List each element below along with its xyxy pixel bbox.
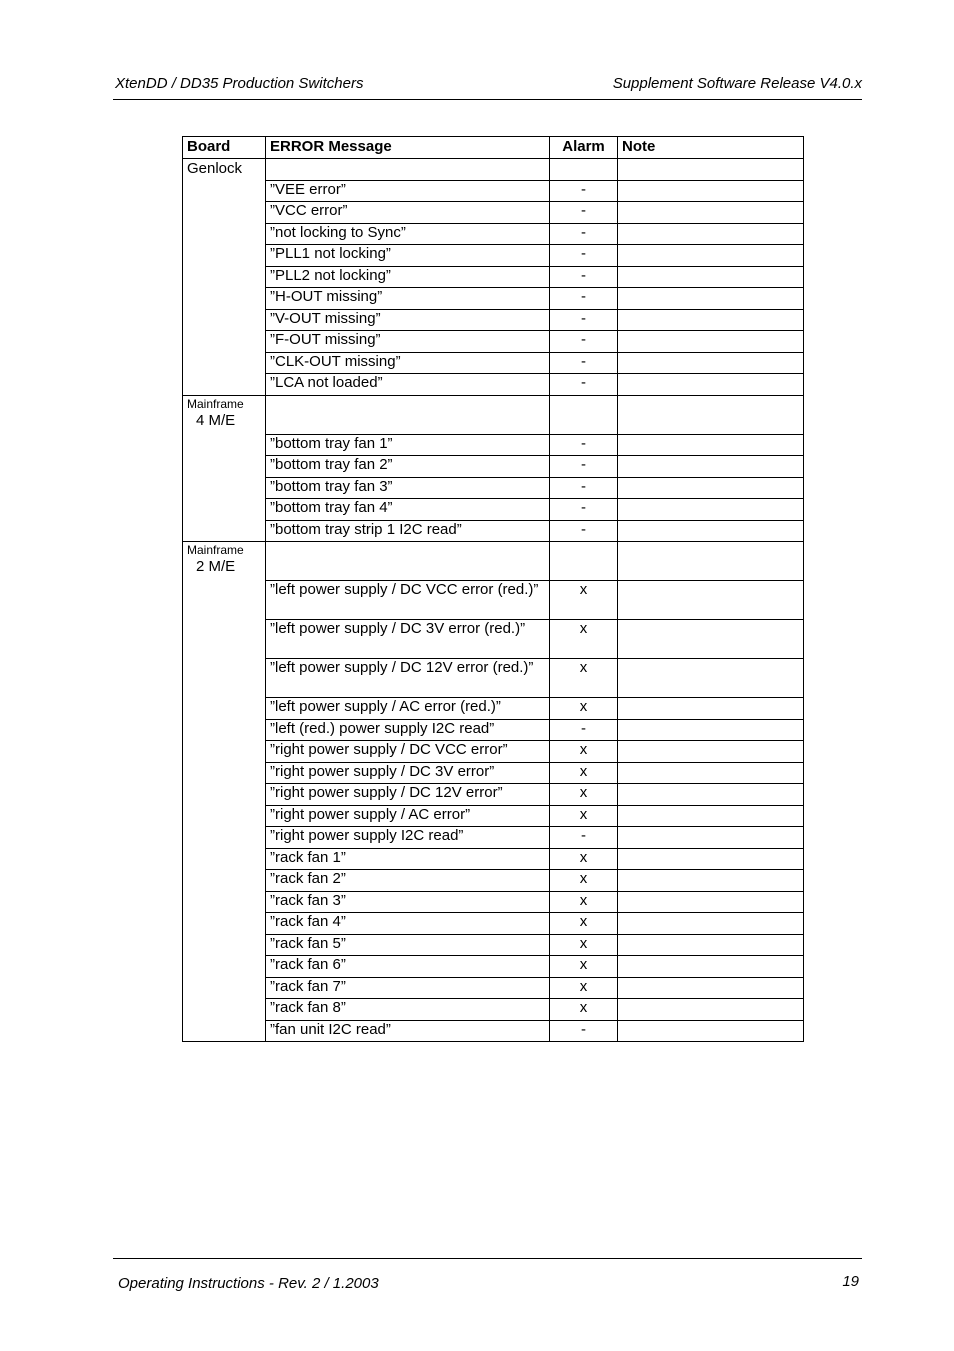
note-cell (618, 870, 804, 892)
error-message-cell: ”rack fan 5” (266, 934, 550, 956)
alarm-cell: - (550, 520, 618, 542)
table-row (183, 180, 804, 202)
footer-document-info: Operating Instructions - Rev. 2 / 1.2003 (118, 1275, 379, 1292)
note-cell (618, 719, 804, 741)
table-row (183, 223, 804, 245)
column-header-note: Note (618, 137, 804, 159)
error-message-cell: ”right power supply / DC 3V error” (266, 762, 550, 784)
table-row (183, 288, 804, 310)
table-row (183, 434, 804, 456)
error-message-cell: ”rack fan 1” (266, 848, 550, 870)
error-message-cell: ”right power supply / DC 12V error” (266, 784, 550, 806)
board-cell (183, 542, 266, 1042)
error-messages-table (182, 136, 804, 1042)
table-row (183, 331, 804, 353)
alarm-cell: - (550, 288, 618, 310)
table-row (183, 520, 804, 542)
note-cell (618, 956, 804, 978)
note-cell (618, 499, 804, 521)
error-message-cell: ”PLL1 not locking” (266, 245, 550, 267)
table-row (183, 581, 804, 620)
table-row (183, 913, 804, 935)
note-cell (618, 1020, 804, 1042)
note-cell (618, 913, 804, 935)
table-row (183, 956, 804, 978)
alarm-cell: - (550, 827, 618, 849)
table-row (183, 977, 804, 999)
alarm-cell: x (550, 934, 618, 956)
error-message-cell: ”left power supply / AC error (red.)” (266, 698, 550, 720)
table-row (183, 266, 804, 288)
error-message-cell: ”CLK-OUT missing” (266, 352, 550, 374)
error-message-cell: ”H-OUT missing” (266, 288, 550, 310)
page-header (113, 70, 862, 100)
alarm-cell: - (550, 1020, 618, 1042)
note-cell (618, 434, 804, 456)
alarm-cell: x (550, 999, 618, 1021)
page-number: 19 (842, 1273, 859, 1290)
alarm-cell: - (550, 456, 618, 478)
table-row (183, 542, 804, 581)
alarm-cell: x (550, 956, 618, 978)
board-variant: 4 M/E (196, 411, 236, 429)
note-cell (618, 395, 804, 434)
note-cell (618, 309, 804, 331)
table-row (183, 456, 804, 478)
error-message-cell: ”right power supply I2C read” (266, 827, 550, 849)
error-message-cell: ”bottom tray fan 3” (266, 477, 550, 499)
error-message-cell: ”F-OUT missing” (266, 331, 550, 353)
message-cell (266, 159, 550, 181)
column-header-alarm: Alarm (550, 137, 618, 159)
alarm-cell: - (550, 202, 618, 224)
column-header-board: Board (183, 137, 266, 159)
error-message-cell: ”left power supply / DC VCC error (red.)” (266, 581, 550, 620)
error-message-cell: ”left power supply / DC 3V error (red.)” (266, 620, 550, 659)
error-message-cell: ”bottom tray fan 4” (266, 499, 550, 521)
note-cell (618, 848, 804, 870)
error-message-cell: ”V-OUT missing” (266, 309, 550, 331)
table-row (183, 848, 804, 870)
error-message-cell: ”left (red.) power supply I2C read” (266, 719, 550, 741)
table-row (183, 891, 804, 913)
note-cell (618, 977, 804, 999)
alarm-cell: x (550, 913, 618, 935)
table-row (183, 477, 804, 499)
note-cell (618, 620, 804, 659)
alarm-cell (550, 542, 618, 581)
note-cell (618, 456, 804, 478)
table-row (183, 719, 804, 741)
error-message-cell: ”rack fan 4” (266, 913, 550, 935)
header-product-title: XtenDD / DD35 Production Switchers (115, 75, 364, 92)
error-message-cell: ”bottom tray strip 1 I2C read” (266, 520, 550, 542)
error-message-cell: ”rack fan 7” (266, 977, 550, 999)
table-row (183, 870, 804, 892)
note-cell (618, 659, 804, 698)
board-name: Mainframe (187, 543, 244, 557)
note-cell (618, 741, 804, 763)
table-row (183, 934, 804, 956)
table-row (183, 784, 804, 806)
alarm-cell: - (550, 245, 618, 267)
board-name: Genlock (187, 160, 243, 177)
alarm-cell: - (550, 223, 618, 245)
note-cell (618, 698, 804, 720)
table-row (183, 762, 804, 784)
alarm-cell (550, 395, 618, 434)
table-row (183, 741, 804, 763)
message-cell (266, 395, 550, 434)
error-message-cell: ”right power supply / AC error” (266, 805, 550, 827)
alarm-cell: - (550, 719, 618, 741)
note-cell (618, 784, 804, 806)
table-row (183, 805, 804, 827)
table-row (183, 698, 804, 720)
note-cell (618, 266, 804, 288)
error-message-cell: ”rack fan 6” (266, 956, 550, 978)
alarm-cell: x (550, 659, 618, 698)
error-message-cell: ”LCA not loaded” (266, 374, 550, 396)
table-row (183, 159, 804, 181)
alarm-cell: x (550, 891, 618, 913)
table-row (183, 374, 804, 396)
error-message-cell: ”VEE error” (266, 180, 550, 202)
note-cell (618, 477, 804, 499)
alarm-cell (550, 159, 618, 181)
error-message-cell: ”left power supply / DC 12V error (red.)” (266, 659, 550, 698)
alarm-cell: x (550, 762, 618, 784)
note-cell (618, 827, 804, 849)
alarm-cell: x (550, 784, 618, 806)
alarm-cell: - (550, 499, 618, 521)
note-cell (618, 520, 804, 542)
table-row (183, 352, 804, 374)
table-row (183, 1020, 804, 1042)
note-cell (618, 374, 804, 396)
alarm-cell: x (550, 741, 618, 763)
alarm-cell: x (550, 848, 618, 870)
note-cell (618, 245, 804, 267)
alarm-cell: x (550, 698, 618, 720)
column-header-error-message: ERROR Message (266, 137, 550, 159)
error-message-cell: ”rack fan 3” (266, 891, 550, 913)
alarm-cell: x (550, 805, 618, 827)
alarm-cell: x (550, 620, 618, 659)
alarm-cell: x (550, 870, 618, 892)
error-message-cell: ”rack fan 8” (266, 999, 550, 1021)
table-row (183, 499, 804, 521)
note-cell (618, 891, 804, 913)
error-message-cell: ”bottom tray fan 1” (266, 434, 550, 456)
table-row (183, 309, 804, 331)
table-row (183, 659, 804, 698)
alarm-cell: - (550, 434, 618, 456)
board-name: Mainframe (187, 396, 244, 411)
note-cell (618, 352, 804, 374)
alarm-cell: - (550, 374, 618, 396)
alarm-cell: - (550, 352, 618, 374)
table-row (183, 827, 804, 849)
message-cell (266, 542, 550, 581)
note-cell (618, 762, 804, 784)
table-row (183, 202, 804, 224)
alarm-cell: - (550, 309, 618, 331)
note-cell (618, 999, 804, 1021)
error-message-cell: ”bottom tray fan 2” (266, 456, 550, 478)
alarm-cell: - (550, 266, 618, 288)
note-cell (618, 223, 804, 245)
table-row (183, 245, 804, 267)
note-cell (618, 934, 804, 956)
table-row (183, 395, 804, 434)
note-cell (618, 159, 804, 181)
page-footer (113, 1258, 862, 1299)
error-message-cell: ”fan unit I2C read” (266, 1020, 550, 1042)
alarm-cell: - (550, 331, 618, 353)
note-cell (618, 331, 804, 353)
error-message-cell: ”VCC error” (266, 202, 550, 224)
error-message-cell: ”not locking to Sync” (266, 223, 550, 245)
alarm-cell: x (550, 977, 618, 999)
table-row (183, 999, 804, 1021)
board-cell (183, 395, 266, 542)
error-message-cell: ”right power supply / DC VCC error” (266, 741, 550, 763)
note-cell (618, 805, 804, 827)
alarm-cell: - (550, 477, 618, 499)
board-cell (183, 159, 266, 396)
alarm-cell: x (550, 581, 618, 620)
table-row (183, 620, 804, 659)
note-cell (618, 581, 804, 620)
note-cell (618, 288, 804, 310)
board-variant: 2 M/E (196, 558, 236, 575)
table-header-row (183, 137, 804, 159)
header-release-title: Supplement Software Release V4.0.x (612, 75, 862, 92)
error-message-cell: ”PLL2 not locking” (266, 266, 550, 288)
note-cell (618, 542, 804, 581)
note-cell (618, 180, 804, 202)
error-message-cell: ”rack fan 2” (266, 870, 550, 892)
alarm-cell: - (550, 180, 618, 202)
table-body (183, 159, 804, 1042)
note-cell (618, 202, 804, 224)
